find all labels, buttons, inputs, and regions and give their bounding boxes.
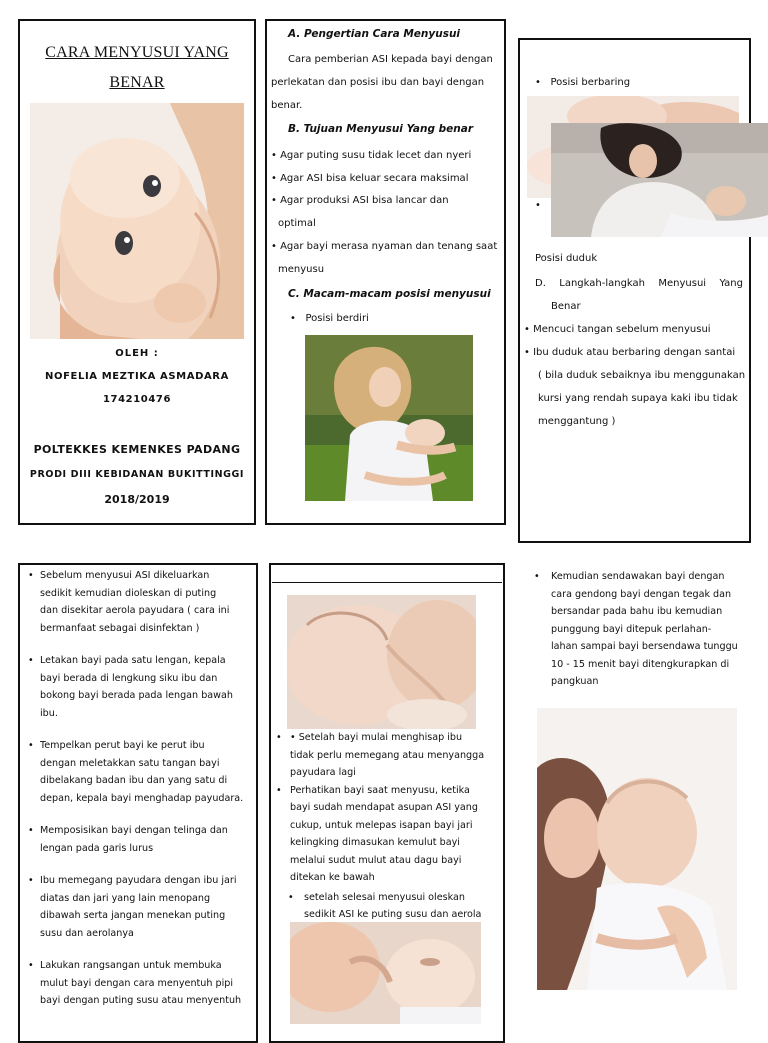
latch-item-2 [276,782,495,887]
latch-line: tidak perlu memegang atau menyangga [290,749,485,761]
step-line: mulut bayi dengan cara menyentuh pipi [40,977,234,989]
heading-tujuan: B. Tujuan Menyusui Yang benar [288,123,474,135]
latch-line: sedikit ASI ke puting susu dan aerola [304,909,482,920]
burp-text [534,568,743,691]
latch-line: payudara lagi [290,767,356,778]
bullet: • [534,571,540,582]
latch-list [276,729,495,924]
steps-list [28,567,250,1010]
sitting-breastfeeding-photo [551,123,768,237]
bullet: • [276,784,282,796]
burp-line: punggung bayi ditepuk perlahan- [551,623,712,635]
position-lying-label: • Posisi berbaring [535,77,631,88]
latch-item-1 [276,729,495,782]
cover-author: NOFELIA MEZTIKA ASMADARA [45,371,229,382]
step-line: dibelakang badan ibu dan yang satu di [40,775,228,786]
definition-line1: Cara pemberian ASI kepada bayi dengan [288,54,493,65]
panel5-top-rule [272,582,502,583]
step-line: dibawah serta jangan menekan puting [40,910,226,921]
cover-program: PRODI DIII KEBIDANAN BUKITTINGGI [29,469,245,480]
step-item [28,737,250,807]
latch-line: Perhatikan bayi saat menyusu, ketika [290,784,470,796]
burp-line: bersandar pada bahu ibu kemudian [551,606,723,617]
goal-2-text: Agar ASI bisa keluar secara maksimal [280,173,469,184]
cover-baby-photo [30,103,244,339]
step-1-text: Mencuci tangan sebelum menyusui [533,324,711,335]
goal-4-text: Agar bayi merasa nyaman dan tenang saat [280,241,498,252]
step-line: bayi berada di lengkung siku ibu dan [40,672,218,684]
burp-line: 10 - 15 menit bayi ditengkurapkan di [551,658,730,670]
step-line: susu dan aerolanya [40,927,134,939]
goal-3-line2: optimal [278,218,316,229]
position-sitting-bullet: • [535,200,541,211]
latch-line: bayi sudah mendapat asupan ASI yang [290,802,478,813]
cover-oleh: OLEH : [115,348,159,359]
latch-line: melalui sudut mulut atau dagu bayi [290,854,462,866]
step-line: Tempelkan perut bayi ke perut ibu [40,740,205,751]
step-item [28,872,250,942]
definition-line2: perlekatan dan posisi ibu dan bayi dengan [271,77,485,88]
goal-4: • Agar bayi merasa nyaman dan tenang saat [271,241,498,252]
step-item [28,567,250,637]
step-line: dengan meletakkan satu tangan bayi [40,757,220,769]
burp-item-1 [534,568,743,691]
step-2-text: Ibu duduk atau berbaring dengan santai [533,347,736,358]
heading-langkah-line2: Benar [551,301,581,312]
goal-4-line2: menyusu [278,264,325,275]
bullet: • [288,891,294,903]
cover-institution: POLTEKKES KEMENKES PADANG [33,443,241,456]
step-line: ibu. [40,707,58,719]
goal-1: • Agar puting susu tidak lecet dan nyeri [271,150,472,161]
burp-line: lahan sampai bayi bersendawa tunggu [551,641,738,652]
latch-item-3 [276,889,495,924]
latch-on-photo [287,595,476,729]
latch-line: setelah selesai menyusui oleskan [304,891,465,903]
burp-line: pangkuan [551,676,599,687]
cover-title-line2: BENAR [109,74,165,91]
step-item [28,652,250,722]
nursing-closeup-photo [290,922,481,1024]
step-line: bayi dengan puting susu atau menyentuh [40,995,242,1006]
latch-line: kelingking dimasukan kemulut bayi [290,837,460,848]
step-line: sedikit kemudian dioleskan di puting [40,587,217,599]
latch-line: cukup, untuk melepas isapan bayi jari [290,819,473,831]
step-line: bermanfaat sebagai disinfektan ) [40,622,200,634]
goal-3-text: Agar produksi ASI bisa lancar dan [280,195,449,206]
step-line: Ibu memegang payudara dengan ibu jari [40,875,237,886]
step-line: dan disekitar aerola payudara ( cara ini [40,605,230,616]
position-standing-label: • Posisi berdiri [290,313,369,324]
step-1: • Mencuci tangan sebelum menyusui [524,324,711,335]
bullet: • [276,732,282,743]
step-line: Letakan bayi pada satu lengan, kepala [40,655,226,666]
cover-nim: 174210476 [102,394,172,405]
heading-langkah: D. Langkah-langkah Menyusui Yang [535,278,743,289]
step-2-note-line3: menggantung ) [538,416,616,427]
step-2-note-line1: ( bila duduk sebaiknya ibu menggunakan [538,370,746,381]
burping-baby-photo [537,708,737,990]
goal-3: • Agar produksi ASI bisa lancar dan [271,195,449,206]
step-line: bokong bayi berada pada lengan bawah [40,690,233,701]
burp-line: Kemudian sendawakan bayi dengan [551,571,725,582]
step-line: Memposisikan bayi dengan telinga dan [40,825,228,836]
goal-2: • Agar ASI bisa keluar secara maksimal [271,173,469,184]
position-lying-text: Posisi berbaring [550,77,631,88]
step-item [28,957,250,1010]
step-item [28,822,250,857]
position-standing-text: Posisi berdiri [305,313,369,324]
latch-line: • Setelah bayi mulai menghisap ibu [290,732,463,743]
steps-list-items [28,567,250,1010]
step-2: • Ibu duduk atau berbaring dengan santai [524,347,736,358]
step-line: Lakukan rangsangan untuk membuka [40,960,222,971]
definition-line3: benar. [271,100,303,111]
cover-year: 2018/2019 [104,493,170,506]
standing-breastfeeding-photo [305,335,473,501]
step-line: diatas dan jari yang lain menopang [40,892,211,904]
cover-title-line1: CARA MENYUSUI YANG [45,44,229,61]
step-line: depan, kepala bayi menghadap payudara. [40,792,244,804]
latch-line: ditekan ke bawah [290,872,375,883]
step-2-note-line2: kursi yang rendah supaya kaki ibu tidak [538,393,738,404]
step-line: Sebelum menyusui ASI dikeluarkan [40,570,210,581]
goal-1-text: Agar puting susu tidak lecet dan nyeri [280,150,472,161]
heading-macam-posisi: C. Macam-macam posisi menyusui [288,288,491,300]
burp-line: cara gendong bayi dengan tegak dan [551,588,732,600]
step-line: lengan pada garis lurus [40,842,154,854]
heading-pengertian: A. Pengertian Cara Menyusui [288,28,461,40]
position-sitting-label: Posisi duduk [535,253,598,264]
